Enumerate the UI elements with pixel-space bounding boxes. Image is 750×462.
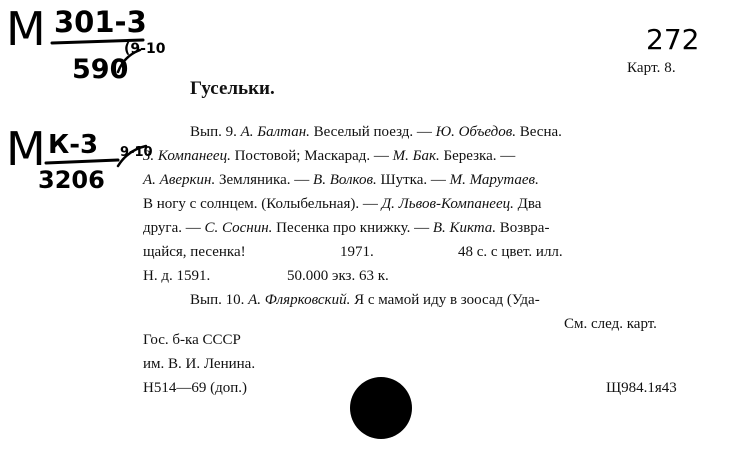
handwritten-corner-number: 272 xyxy=(646,23,700,56)
handwritten-letter-top: М xyxy=(6,2,46,56)
card-number: Карт. 8. xyxy=(627,60,676,76)
copies-price: 50.000 экз. 63 к. xyxy=(287,268,389,284)
page-count: 48 с. с цвет. илл. xyxy=(458,244,563,260)
body-line-3: А. Аверкин. Земляника. — В. Волков. Шутка. — М. Марутаев. xyxy=(143,172,539,188)
handwritten-letter-mid: М xyxy=(6,122,46,176)
punch-hole xyxy=(350,377,412,439)
card-title: Гусельки. xyxy=(190,78,275,99)
handwritten-number-mid: 3206 xyxy=(38,166,105,194)
library-line-2: им. В. И. Ленина. xyxy=(143,356,256,372)
body-line-6: щайся, песенка! xyxy=(143,244,246,260)
publication-year: 1971. xyxy=(340,244,374,260)
handwritten-code-top: 301-3 xyxy=(54,5,147,39)
body-line-4: В ногу с солнцем. (Колыбельная). — Д. Львов-Компанеец. Два xyxy=(143,196,542,212)
classification-code: Щ984.1я43 xyxy=(606,380,677,396)
body-line-1: Вып. 9. А. Балтан. Веселый поезд. — Ю. Объедов. Весна. xyxy=(190,124,562,140)
continued-note: См. след. карт. xyxy=(564,316,657,332)
body-line-2: З. Компанеец. Постовой; Маскарад. — М. Бак. Березка. — xyxy=(143,148,516,164)
body-line-8: Вып. 10. А. Флярковский. Я с мамой иду в зоосад (Уда- xyxy=(190,292,540,308)
handwritten-code-mid: К-3 xyxy=(48,130,99,160)
library-line-3: Н514—69 (доп.) xyxy=(143,380,247,396)
handwritten-superscript-top: (9-10 xyxy=(124,41,166,57)
body-line-7: Н. д. 1591. xyxy=(143,268,211,284)
body-line-5: друга. — С. Соснин. Песенка про книжку. — В. Кикта. Возвра- xyxy=(143,220,550,236)
underline-mid xyxy=(46,160,118,163)
handwritten-number-top: 590 xyxy=(72,54,129,85)
handwritten-superscript-mid: 9-10 xyxy=(120,145,153,160)
library-line-1: Гос. б-ка СССР xyxy=(143,332,241,348)
